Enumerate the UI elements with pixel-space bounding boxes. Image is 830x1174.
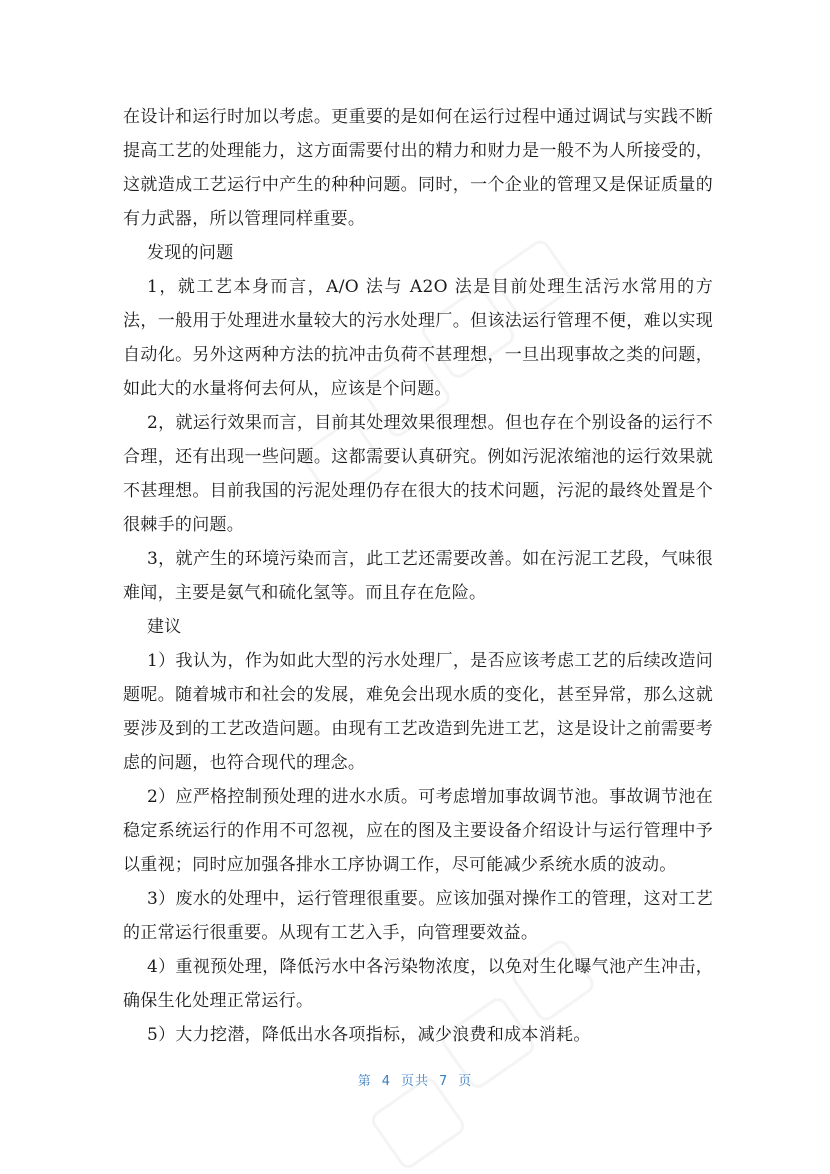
paragraph: 2，就运行效果而言，目前其处理效果很理想。但也存在个别设备的运行不合理，还有出现一些问题。这都需要认真研究。例如污泥浓缩池的运行效果就不甚理想。目前我国的污泥处理仍存在很大的技术问题，污泥的最终处置是个很棘手的问题。 — [123, 413, 713, 535]
paragraph: 1）我认为，作为如此大型的污水处理厂，是否应该考虑工艺的后续改造问题呢。随着城市和社会的发展，难免会出现水质的变化，甚至异常，那么这就要涉及到的工艺改造问题。由现有工艺改造到先进工艺，这是设计之前需要考虑的问题，也符合现代的理念。 — [123, 651, 713, 773]
section-heading: 发现的问题 — [147, 243, 234, 263]
page-number-current: 4 — [381, 1074, 391, 1089]
page-footer-prefix: 第 — [357, 1074, 372, 1089]
page-footer-middle: 页共 — [400, 1074, 429, 1089]
paragraph: 在设计和运行时加以考虑。更重要的是如何在运行过程中通过调试与实践不断提高工艺的处理能力，这方面需要付出的精力和财力是一般不为人所接受的，这就造成工艺运行中产生的种种问题。同时，一个企业的管理又是保证质量的有力武器，所以管理同样重要。 — [123, 107, 713, 229]
page-footer — [0, 1070, 830, 1089]
page-footer-suffix: 页 — [458, 1074, 473, 1089]
paragraph: 5）大力挖潜，降低出水各项指标，减少浪费和成本消耗。 — [147, 1025, 591, 1045]
paragraph: 2）应严格控制预处理的进水水质。可考虑增加事故调节池。事故调节池在稳定系统运行的作用不可忽视，应在的图及主要设备介绍设计与运行管理中予以重视；同时应加强各排水工序协调工作，尽可能减少系统水质的波动。 — [123, 787, 713, 875]
document-body — [123, 100, 713, 1052]
paragraph: 1，就工艺本身而言，A/O 法与 A2O 法是目前处理生活污水常用的方法，一般用于处理进水量较大的污水处理厂。但该法运行管理不便，难以实现自动化。另外这两种方法的抗冲击负荷不甚理想，一旦出现事故之类的问题，如此大的水量将何去何从，应该是个问题。 — [123, 277, 713, 399]
page-number-total: 7 — [439, 1074, 449, 1089]
paragraph: 3，就产生的环境污染而言，此工艺还需要改善。如在污泥工艺段，气味很难闻，主要是氨气和硫化氢等。而且存在危险。 — [123, 549, 713, 603]
section-heading: 建议 — [147, 617, 182, 637]
paragraph: 3）废水的处理中，运行管理很重要。应该加强对操作工的管理，这对工艺的正常运行很重要。从现有工艺入手，向管理要效益。 — [123, 889, 713, 943]
paragraph: 4）重视预处理，降低污水中各污染物浓度，以免对生化曝气池产生冲击，确保生化处理正常运行。 — [123, 957, 713, 1011]
